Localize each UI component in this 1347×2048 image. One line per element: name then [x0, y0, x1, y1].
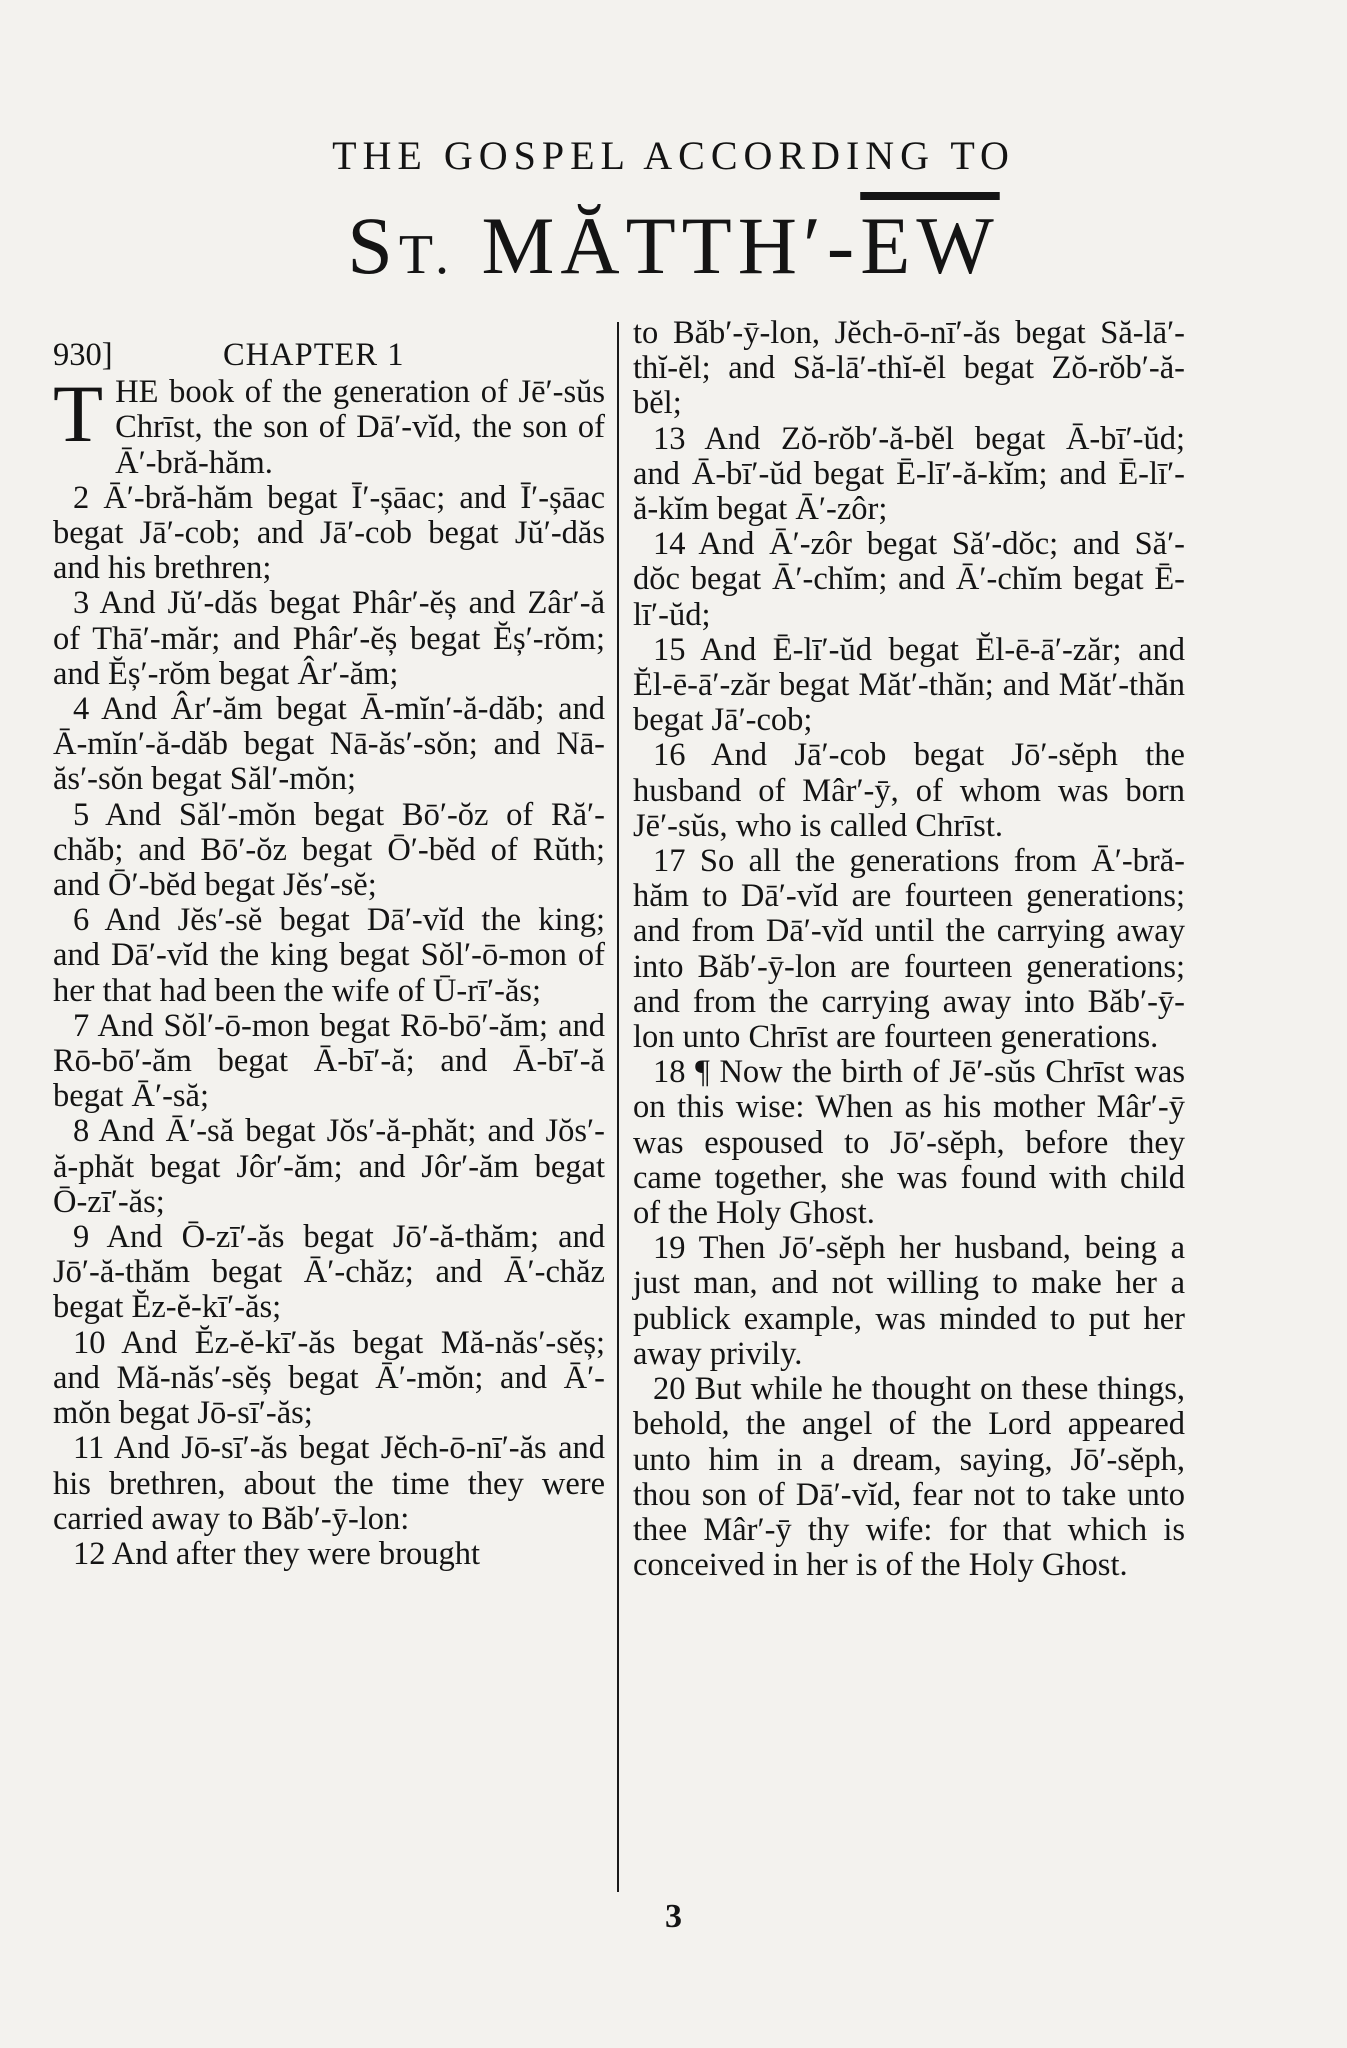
verse-16: 16 And Jā′-cob begat Jō′-sĕph the husband of Mâr′-ȳ, of whom was born Jē′-sŭs, who is called Chrīst. — [633, 737, 1185, 844]
verse-11: 11 And Jō-sī′-ăs begat Jĕch-ō-nī′-ăs and his brethren, about the time they were carried away to Băb′-ȳ-lon: — [53, 1430, 605, 1537]
column-divider — [617, 322, 619, 1892]
page-reference: 930] — [53, 337, 113, 373]
book-title: ST. $MĂTTH'-\overline{EW}$ — [347, 200, 1000, 291]
drop-cap: T — [53, 368, 104, 460]
verse-10: 10 And Ĕz-ĕ-kī′-ăs begat Mă-năs′-sĕș; and Mă-năs′-sĕș begat Ā′-mŏn; and Ā′-mŏn begat Jō-sī′-ăs; — [53, 1324, 605, 1432]
verse-13: 13 And Zŏ-rŏb′-ă-bĕl begat Ā-bī′-ŭd; and Ā-bī′-ŭd begat Ē-lī′-ă-kĭm; and Ē-lī′-ă-kĭm begat Ā′-zôr; — [633, 420, 1185, 528]
verse-7: 7 And Sŏl′-ō-mon begat Rō-bō′-ăm; and Rō-bō′-ăm begat Ā-bī′-ă; and Ā-bī′-ă begat Ā′-să; — [53, 1007, 605, 1115]
left-column — [53, 338, 605, 1572]
verse-14: 14 And Ā′-zôr begat Să′-dŏc; and Să′-dŏc begat Ā′-chĭm; and Ā′-chĭm begat Ē-lī′-ŭd; — [633, 526, 1185, 633]
right-column — [633, 316, 1185, 1583]
verse-2: 2 Ā′-bră-hăm begat Ī′-șāac; and Ī′-șāac begat Jā′-cob; and Jā′-cob begat Jŭ′-dăs and his brethren; — [53, 479, 605, 587]
verse-3: 3 And Jŭ′-dăs begat Phâr′-ĕș and Zâr′-ă of Thā′-măr; and Phâr′-ĕș begat Ĕș′-rŏm; and Ĕș′-rŏm begat Âr′-ăm; — [53, 585, 605, 692]
verse-18: 18 ¶ Now the birth of Jē′-sŭs Chrīst was on this wise: When as his mother Mâr′-ȳ was espoused to Jō′-sĕph, before they came together, she was found with child of the Holy Ghost. — [633, 1054, 1185, 1232]
verse-15: 15 And Ē-lī′-ŭd begat Ĕl-ē-ā′-zăr; and Ĕl-ē-ā′-zăr begat Măt′-thăn; and Măt′-thăn begat Jā′-cob; — [633, 631, 1185, 739]
verse-12: 12 And after they were brought — [73, 1535, 481, 1572]
verse-5: 5 And Săl′-mŏn begat Bō′-ŏz of Ră′-chăb; and Bō′-ŏz begat Ō′-bĕd of Rŭth; and Ō′-bĕd begat Jĕs′-sĕ; — [53, 796, 605, 904]
verse-20: 20 But while he thought on these things, behold, the angel of the Lord appeared unto him in a dream, saying, Jō′-sĕph, thou son of Dā′-vĭd, fear not to take unto thee Mâr′-ȳ thy wife: for that which is conceived in her is of the Holy Ghost. — [633, 1371, 1185, 1584]
verse-9: 9 And Ō-zī′-ăs begat Jō′-ă-thăm; and Jō′-ă-thăm begat Ā′-chăz; and Ā′-chăz begat Ĕz-ĕ-kī′-ăs; — [53, 1219, 605, 1326]
page-number: 3 — [665, 1898, 682, 1935]
verse-1: THE book of the generation of Jē′-sŭs Chrīst, the son of Dā′-vĭd, the son of Ā′-bră-hăm. — [53, 368, 605, 481]
gospel-heading: THE GOSPEL ACCORDING TO — [332, 133, 1015, 178]
verse-19: 19 Then Jō′-sĕph her husband, being a just man, and not willing to make her a publick example, was minded to put her away privily. — [633, 1230, 1185, 1372]
chapter-label: CHAPTER 1 — [223, 337, 405, 373]
verse-8: 8 And Ā′-să begat Jŏs′-ă-phăt; and Jŏs′-ă-phăt begat Jôr′-ăm; and Jôr′-ăm begat Ō-zī′-ăs; — [53, 1113, 605, 1220]
verse-12-continued: to Băb′-ȳ-lon, Jĕch-ō-nī′-ăs begat Să-lā′-thĭ-ĕl; and Să-lā′-thĭ-ĕl begat Zŏ-rŏb′-ă-bĕl; — [633, 315, 1185, 422]
verse-4: 4 And Âr′-ăm begat Ā-mĭn′-ă-dăb; and Ā-mĭn′-ă-dăb begat Nā-ăs′-sŏn; and Nā-ăs′-sŏn begat Săl′-mŏn; — [53, 691, 605, 798]
verse-6: 6 And Jĕs′-sĕ begat Dā′-vĭd the king; and Dā′-vĭd the king begat Sŏl′-ō-mon of her that had been the wife of Ū-rī′-ăs; — [53, 902, 605, 1009]
chapter-heading — [53, 338, 605, 373]
verse-17: 17 So all the generations from Ā′-bră-hăm to Dā′-vĭd are fourteen generations; and from Dā′-vĭd until the carrying away into Băb′-ȳ-lon are fourteen generations; and from the carrying away into Băb′-ȳ-lon unto Chrīst are fourteen generations. — [633, 843, 1185, 1056]
